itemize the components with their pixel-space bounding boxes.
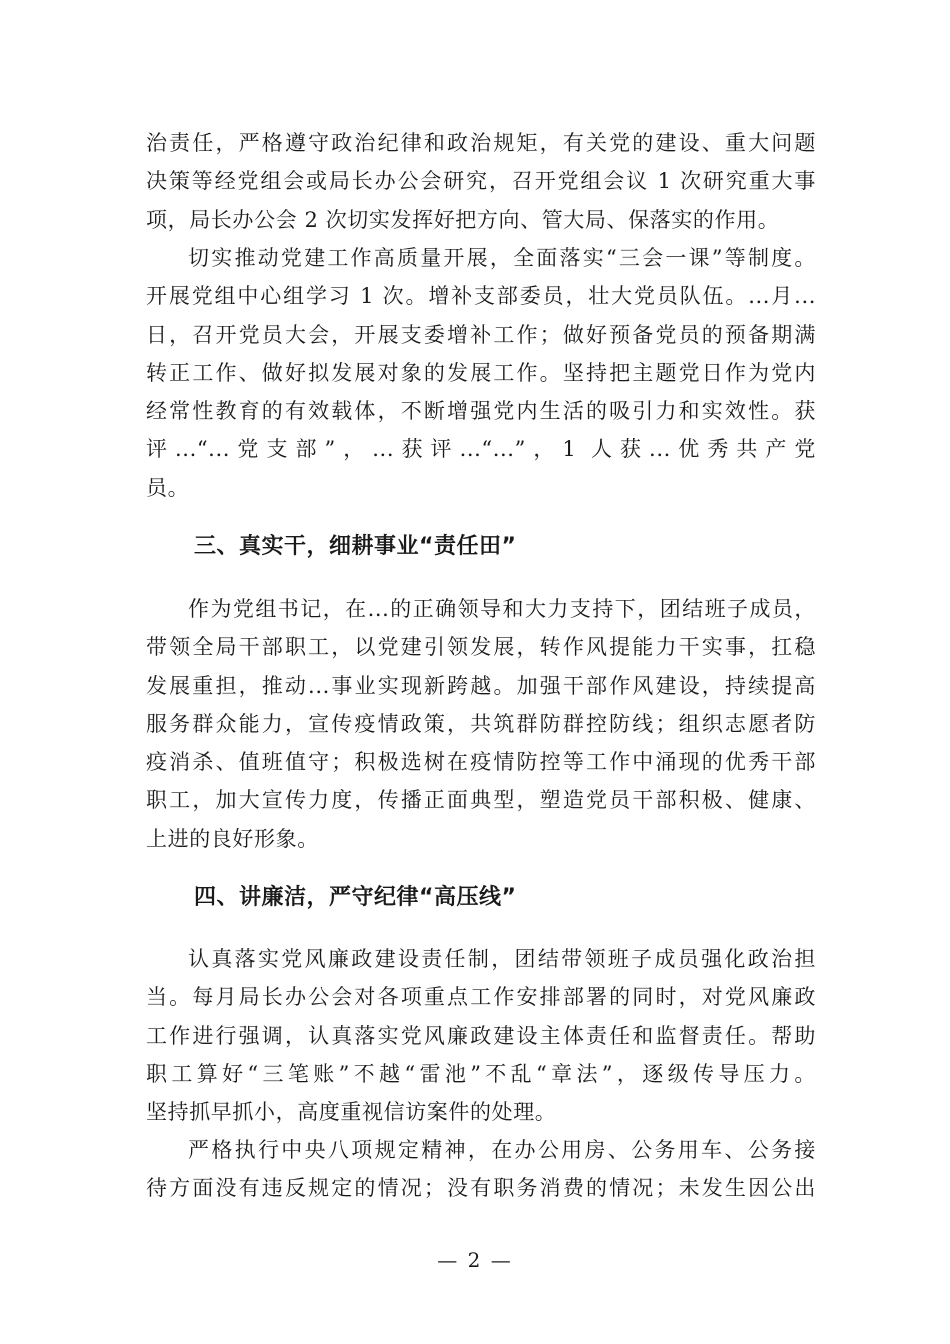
paragraph-3: [146, 590, 816, 858]
text-line: 发展重担，推动...事业实现新跨越。加强干部作风建设，持续提高: [146, 673, 816, 698]
paragraph-5: [146, 1131, 816, 1208]
text-line: 决策等经党组会或局长办公会研究，召开党组会议 1 次研究重大事: [146, 169, 816, 194]
section-heading-4: 四、讲廉洁，严守纪律“高压线”: [194, 885, 517, 910]
section-heading-3: 三、真实干，细耕事业“责任田”: [194, 534, 517, 559]
text-line: 项，局长办公会 2 次切实发挥好把方向、管大局、保落实的作用。: [146, 207, 780, 232]
text-line: 上进的良好形象。: [146, 826, 319, 851]
text-line: 切实推动党建工作高质量开展，全面落实“三会一课”等制度。: [188, 246, 816, 270]
page-number: — 2 —: [437, 1248, 513, 1272]
text-line: 员。: [146, 475, 190, 500]
paragraph-1: [146, 124, 816, 239]
text-line: 转正工作、做好拟发展对象的发展工作。坚持把主题党日作为党内: [146, 360, 816, 385]
text-line: 工作进行强调，认真落实党风廉政建设主体责任和监督责任。帮助: [146, 1023, 816, 1048]
text-line: 严格执行中央八项规定精神，在办公用房、公务用车、公务接: [188, 1138, 816, 1162]
text-line: 认真落实党风廉政建设责任制，团结带领班子成员强化政治担: [188, 947, 816, 971]
text-line: 评...“...党支部”，...获评...“...”，1 人获...优秀共产党: [146, 437, 816, 462]
text-line: 作为党组书记，在...的正确领导和大力支持下，团结班子成员，: [188, 597, 816, 621]
text-line: 治责任，严格遵守政治纪律和政治规矩，有关党的建设、重大问题: [146, 131, 816, 155]
text-line: 当。每月局长办公会对各项重点工作安排部署的同时，对党风廉政: [146, 985, 816, 1010]
text-line: 经常性教育的有效载体，不断增强党内生活的吸引力和实效性。获: [146, 399, 816, 424]
text-line: 疫消杀、值班值守；积极选树在疫情防控等工作中涌现的优秀干部: [146, 750, 816, 775]
text-line: 坚持抓早抓小，高度重视信访案件的处理。: [146, 1100, 557, 1125]
text-line: 职工算好“三笔账”不越“雷池”不乱“章法”，逐级传导压力。: [146, 1061, 816, 1086]
paragraph-4: [146, 940, 816, 1131]
text-line: 带领全局干部职工，以党建引领发展，转作风提能力干实事，扛稳: [146, 635, 816, 660]
text-line: 待方面没有违反规定的情况；没有职务消费的情况；未发生因公出: [146, 1176, 816, 1201]
text-line: 服务群众能力，宣传疫情政策，共筑群防群控防线；组织志愿者防: [146, 711, 816, 736]
text-line: 职工，加大宣传力度，传播正面典型，塑造党员干部积极、健康、: [146, 788, 816, 813]
text-line: 开展党组中心组学习 1 次。增补支部委员，壮大党员队伍。...月...: [146, 284, 816, 309]
text-line: 日，召开党员大会，开展支委增补工作；做好预备党员的预备期满: [146, 322, 816, 347]
paragraph-2: [146, 239, 816, 507]
